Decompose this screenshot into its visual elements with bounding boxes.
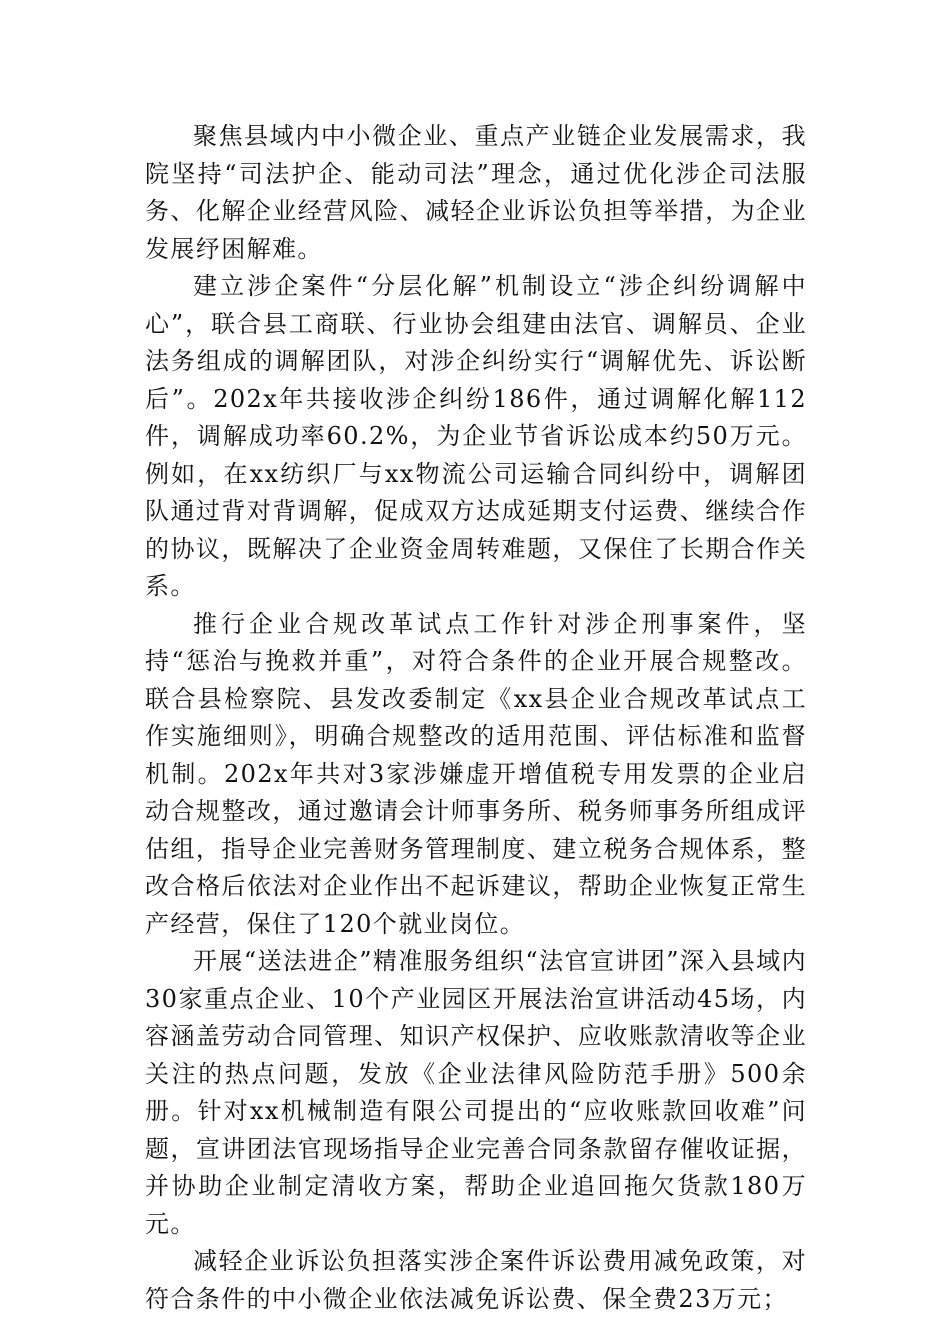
document-body	[145, 118, 807, 1318]
paragraph-mediation-mechanism: 建立涉企案件“分层化解”机制设立“涉企纠纷调解中心”，联合县工商联、行业协会组建由法官、调解员、企业法务组成的调解团队，对涉企纠纷实行“调解优先、诉讼断后”。202x年共接收涉企纠纷186件，通过调解化解112件，调解成功率60.2%，为企业节省诉讼成本约50万元。例如，在xx纺织厂与xx物流公司运输合同纠纷中，调解团队通过背对背调解，促成双方达成延期支付运费、继续合作的协议，既解决了企业资金周转难题，又保住了长期合作关系。	[145, 272, 807, 600]
paragraph-law-into-enterprises: 开展“送法进企”精准服务组织“法官宣讲团”深入县域内30家重点企业、10个产业园区开展法治宣讲活动45场，内容涵盖劳动合同管理、知识产权保护、应收账款清收等企业关注的热点问题，发放《企业法律风险防范手册》500余册。针对xx机械制造有限公司提出的“应收账款回收难”问题，宣讲团法官现场指导企业完善合同条款留存催收证据，并协助企业制定清收方案，帮助企业追回拖欠货款180万元。	[145, 947, 807, 1238]
paragraph-reduce-litigation-burden: 减轻企业诉讼负担落实涉企案件诉讼费用减免政策，对符合条件的中小微企业依法减免诉讼费、保全费23万元；	[145, 1247, 807, 1313]
paragraph-compliance-reform: 推行企业合规改革试点工作针对涉企刑事案件，坚持“惩治与挽救并重”，对符合条件的企业开展合规整改。联合县检察院、县发改委制定《xx县企业合规改革试点工作实施细则》，明确合规整改的适用范围、评估标准和监督机制。202x年共对3家涉嫌虚开增值税专用发票的企业启动合规整改，通过邀请会计师事务所、税务师事务所组成评估组，指导企业完善财务管理制度、建立税务合规体系，整改合格后依法对企业作出不起诉建议，帮助企业恢复正常生产经营，保住了120个就业岗位。	[145, 609, 807, 938]
paragraph-intro: 聚焦县域内中小微企业、重点产业链企业发展需求，我院坚持“司法护企、能动司法”理念，通过优化涉企司法服务、化解企业经营风险、减轻企业诉讼负担等举措，为企业发展纾困解难。	[145, 122, 807, 263]
